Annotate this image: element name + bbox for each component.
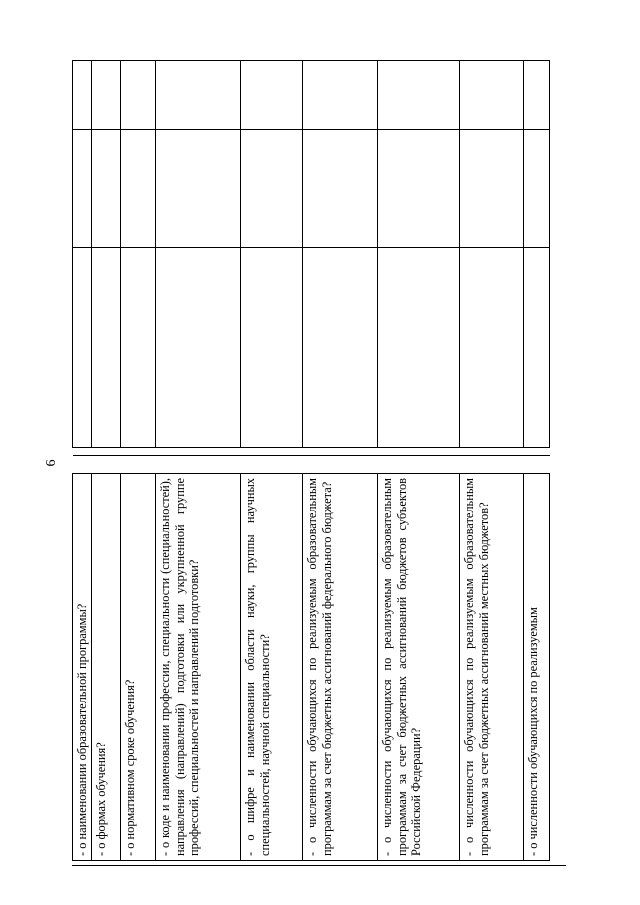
empty-answer-cell [92,248,121,448]
narrow-cell [524,448,550,456]
empty-answer-cell [378,248,460,448]
questions-table [72,60,550,861]
question-text: - о численности обучающихся по реализуемым образовательным программам за счет бюджетных ассигнований местных бюджетов? [462,478,491,856]
spacer-cell [73,456,92,474]
question-text: - о нормативном сроке обучения? [123,679,138,856]
table-row [73,61,92,861]
narrow-cell [303,448,378,456]
empty-note-cell [241,61,303,130]
spacer-cell [121,456,156,474]
narrow-cell [378,448,460,456]
empty-value-cell [241,130,303,248]
spacer-cell [378,456,460,474]
empty-value-cell [524,130,550,248]
empty-note-cell [460,61,524,130]
question-cell [378,474,460,861]
table-row [303,61,378,861]
empty-answer-cell [460,248,524,448]
table-row [121,61,156,861]
question-text: - о формах обучения? [94,742,109,856]
empty-value-cell [92,130,121,248]
empty-answer-cell [156,248,241,448]
empty-answer-cell [241,248,303,448]
question-text: - о шифре и наименовании области науки, группы научных специальностей, научной специальности? [243,478,272,856]
spacer-cell [524,456,550,474]
question-cell [121,474,156,861]
rotated-table-wrapper [72,61,566,861]
question-text: - о численности обучающихся по реализуемым образовательным программам за счет бюджетных ассигнований федерального бюджета? [305,478,334,856]
table-row [241,61,303,861]
narrow-cell [121,448,156,456]
empty-value-cell [156,130,241,248]
question-text: - о численности обучающихся по реализуемым [526,607,541,856]
page-number: 6 [44,459,59,467]
table-row [460,61,524,861]
question-cell [303,474,378,861]
question-text: - о численности обучающихся по реализуемым образовательным программам за счет бюджетных ассигнований бюджетов субъектов Российской Федерации? [380,478,424,856]
empty-note-cell [92,61,121,130]
spacer-cell [460,456,524,474]
empty-answer-cell [524,248,550,448]
table-row [524,61,550,861]
question-cell [73,474,92,861]
spacer-cell [156,456,241,474]
empty-answer-cell [121,248,156,448]
table-row [92,61,121,861]
empty-value-cell [460,130,524,248]
narrow-cell [460,448,524,456]
narrow-cell [156,448,241,456]
question-cell [241,474,303,861]
empty-note-cell [156,61,241,130]
question-cell [524,474,550,861]
empty-note-cell [73,61,92,130]
narrow-cell [92,448,121,456]
question-cell [156,474,241,861]
empty-note-cell [303,61,378,130]
empty-value-cell [378,130,460,248]
empty-value-cell [303,130,378,248]
empty-note-cell [524,61,550,130]
empty-note-cell [378,61,460,130]
narrow-cell [241,448,303,456]
spacer-cell [92,456,121,474]
question-cell [460,474,524,861]
empty-answer-cell [73,248,92,448]
table-frame-edge [72,865,566,866]
table-row [378,61,460,861]
table-row [156,61,241,861]
empty-answer-cell [303,248,378,448]
spacer-cell [241,456,303,474]
question-cell [92,474,121,861]
spacer-cell [303,456,378,474]
question-text: - о наименовании образовательной программы? [75,603,89,856]
question-text: - о коде и наименовании профессии, специальности (специальностей), направления (направлений) подготовки или укрупненной группе профессий, специальностей и направлений подготовки? [158,478,202,856]
table-body [73,61,550,861]
empty-value-cell [73,130,92,248]
empty-note-cell [121,61,156,130]
narrow-cell [73,448,92,456]
empty-value-cell [121,130,156,248]
